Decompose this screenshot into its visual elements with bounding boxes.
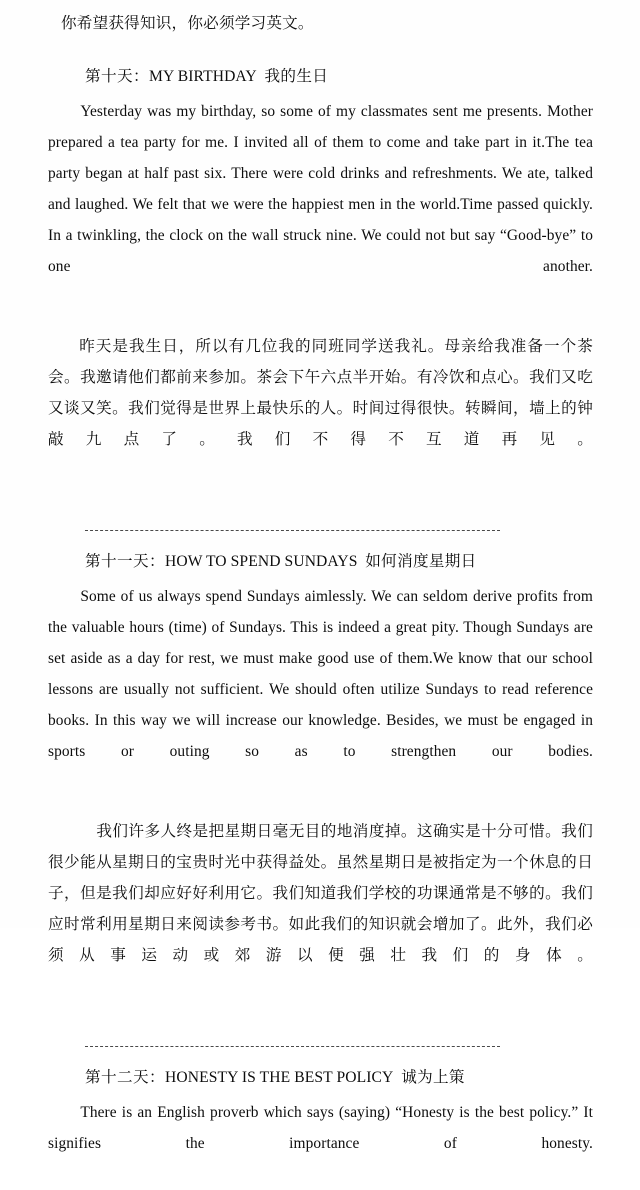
spacer-before-divider-1 <box>48 501 593 515</box>
section-day-label: 第十一天： <box>85 553 165 571</box>
section-title-cn: 我的生日 <box>264 68 329 85</box>
section-heading-day-12 <box>48 1062 593 1093</box>
section-divider-row <box>48 515 593 546</box>
section-day-label: 第十二天： <box>85 1069 165 1087</box>
section-paragraph-en: Yesterday was my birthday, so some of my classmates sent me presents. Mother prepared a tea party for me. I invited all of them to come and take part in it.The tea party began at half past six. There were cold drinks and refreshments. We ate, talked and laughed. We felt that we were the happiest men in the world.Time passed quickly. In a twinkling, the clock on the wall struck nine. We could not but say “Good-bye” to one another. <box>48 103 593 275</box>
section-day-11 <box>48 515 593 1002</box>
spacer <box>48 798 593 800</box>
spacer-before-section-1 <box>48 39 593 61</box>
dashed-rule-icon <box>85 530 500 531</box>
section-title-cn: 如何消度星期日 <box>365 553 477 571</box>
section-divider-row <box>48 1031 593 1062</box>
section-title-cn: 诚为上策 <box>401 1069 465 1087</box>
section-heading-day-10 <box>48 61 593 92</box>
section-paragraph-cn: 我们许多人终是把星期日毫无目的地消度掉。这确实是十分可惜。我们很少能从星期日的宝贵时光中获得益处。虽然星期日是被指定为一个休息的日子，但是我们却应好好利用它。我们知道我们学校的功课通常是不够的。我们应时常利用星期日来阅读参考书。如此我们的知识就会增加了。此外，我们必须从事运动或郊游以便强壮我们的身体。 <box>48 822 593 964</box>
section-heading-day-11 <box>48 546 593 577</box>
section-title-en: MY BIRTHDAY <box>148 68 257 85</box>
spacer-before-divider-2 <box>48 1017 593 1031</box>
section-day-12 <box>48 1031 593 1190</box>
section-paragraph-en: Some of us always spend Sundays aimlessly. We can seldom derive profits from the valuable hours (time) of Sundays. This is indeed a great pity. Though Sundays are set aside as a day for rest, we must make good use of them.We know that our school lessons are usually not sufficient. We should often utilize Sundays to read reference books. In this way we will increase our knowledge. Besides, we must be engaged in sports or outing so as to strengthen our bodies. <box>48 588 593 761</box>
section-day-10 <box>48 61 593 486</box>
carryover-line: 你希望获得知识，你必须学习英文。 <box>61 15 314 32</box>
section-paragraph-cn: 昨天是我生日，所以有几位我的同班同学送我礼。母亲给我准备一个茶会。我邀请他们都前来参加。茶会下午六点半开始。有冷饮和点心。我们又吃又谈又笑。我们觉得是世界上最快乐的人。时间过得很快。转瞬间，墙上的钟敲九点了。我们不得不互道再见。 <box>48 337 593 448</box>
dashed-rule-icon <box>85 1046 500 1047</box>
section-title-en: HOW TO SPEND SUNDAYS <box>164 553 358 571</box>
section-title-en: HONESTY IS THE BEST POLICY <box>164 1069 394 1087</box>
section-day-label: 第十天： <box>85 68 149 85</box>
section-paragraph-en: There is an English proverb which says (saying) “Honesty is the best policy.” It signifies the importance of honesty. <box>48 1104 593 1153</box>
top-spacer <box>48 0 593 8</box>
spacer <box>48 313 593 315</box>
